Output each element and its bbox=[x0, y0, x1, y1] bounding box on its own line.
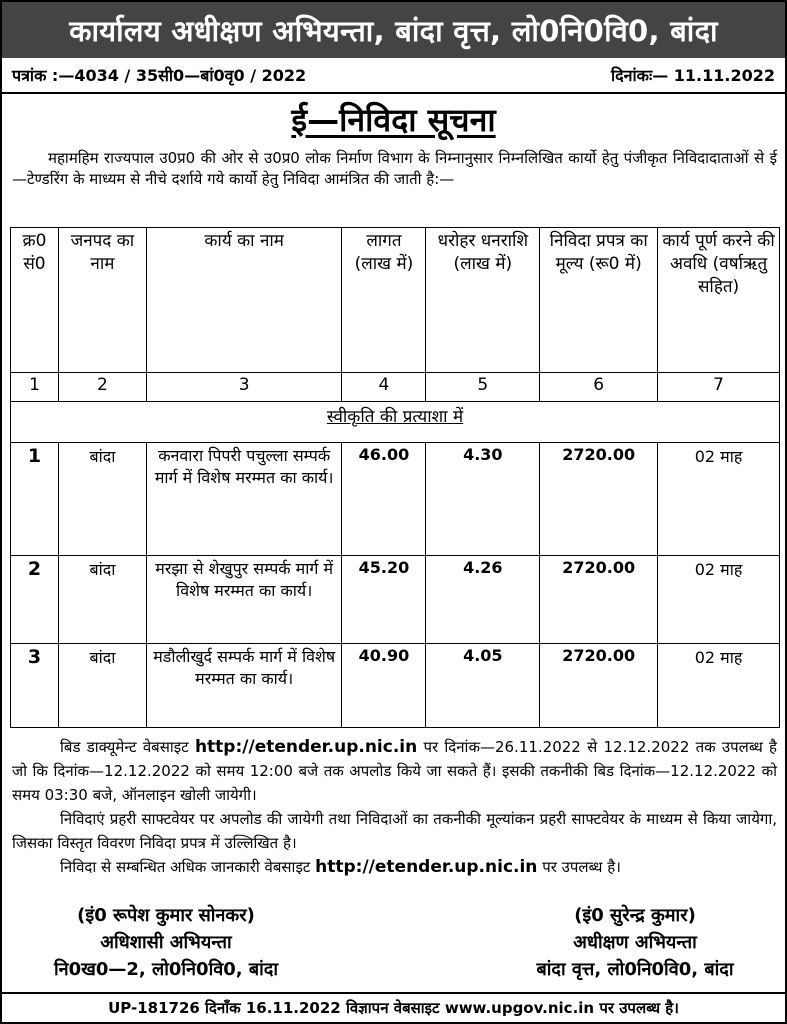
row-period: 02 माह bbox=[658, 644, 780, 728]
col-header-sno: क्र0 सं0 bbox=[11, 228, 59, 373]
row-work: मरझा से शेखुपुर सम्पर्क मार्ग में विशेष मरम्मत का कार्य। bbox=[146, 556, 342, 644]
row-cost: 40.90 bbox=[342, 644, 426, 728]
row-district: बांदा bbox=[58, 556, 146, 644]
row-district: बांदा bbox=[58, 644, 146, 728]
row-earnest: 4.05 bbox=[426, 644, 540, 728]
table-header-row bbox=[11, 228, 780, 373]
signatory-office: बांदा वृत्त, लो0नि0वि0, बांदा bbox=[536, 959, 734, 980]
row-earnest: 4.30 bbox=[426, 443, 540, 556]
row-form-price: 2720.00 bbox=[540, 443, 658, 556]
signatory-name: (इं0 सुरेन्द्र कुमार) bbox=[574, 905, 696, 926]
col-header-form-price: निविदा प्रपत्र का मूल्य (रू0 में) bbox=[540, 228, 658, 373]
etender-link[interactable]: http://etender.up.nic.in bbox=[194, 737, 418, 757]
advertisement-footer: UP-181726 दिनाँक 16.11.2022 विज्ञापन वेबसाइट www.upgov.nic.in पर उपलब्ध है। bbox=[108, 999, 679, 1017]
table-row bbox=[11, 644, 780, 728]
row-work: मडौलीखुर्द सम्पर्क मार्ग में विशेष मरम्मत का कार्य। bbox=[146, 644, 342, 728]
col-number: 3 bbox=[146, 373, 342, 402]
col-header-earnest: धरोहर धनराशि (लाख में) bbox=[426, 228, 540, 373]
row-sno: 3 bbox=[11, 644, 59, 728]
col-header-work: कार्य का नाम bbox=[146, 228, 342, 373]
row-work: कनवारा पिपरी पचुल्ला सम्पर्क मार्ग में विशेष मरम्मत का कार्य। bbox=[146, 443, 342, 556]
signatory-name: (इं0 रूपेश कुमार सोनकर) bbox=[77, 905, 255, 926]
row-form-price: 2720.00 bbox=[540, 556, 658, 644]
row-earnest: 4.26 bbox=[426, 556, 540, 644]
intro-paragraph: महामहिम राज्यपाल उ0प्र0 की ओर से उ0प्र0 लोक निर्माण विभाग के निम्नानुसार निम्नलिखित कार्यो हेतु पंजीकृत निविदादाताओं से ई—टेण्डरिंग के माध्यम से नीचे दर्शाये गये कार्यो हेतु निविदा आमंत्रित की जाती है:— bbox=[12, 149, 777, 188]
col-header-district: जनपद का नाम bbox=[58, 228, 146, 373]
more-info-paragraph: निविदा से सम्बन्धित अधिक जानकारी वेबसाइट http://etender.up.nic.in पर उपलब्ध है। bbox=[60, 857, 621, 877]
col-number: 2 bbox=[58, 373, 146, 402]
row-form-price: 2720.00 bbox=[540, 644, 658, 728]
signature-left bbox=[16, 902, 316, 983]
bid-availability-paragraph: बिड डाक्यूमेन्ट वेबसाइट http://etender.up.nic.in पर दिनांक—26.11.2022 से 12.12.2022 तक उपलब्ध है जो कि दिनांक—12.12.2022 को समय 12:00 बजे तक अपलोड किये जा सकते हैं। इसकी तकनीकी बिड दिनांक—12.12.2022 को समय 03:30 बजे, ऑनलाइन खोली जायेगी। bbox=[12, 737, 777, 804]
letter-date: दिनांकः— 11.11.2022 bbox=[611, 66, 775, 85]
signatory-designation: अधिशासी अभियन्ता bbox=[100, 932, 232, 953]
prahari-paragraph: निविदाएं प्रहरी साफ्टवेयर पर अपलोड की जायेगी तथा निविदाओं का तकनीकी मूल्यांकन प्रहरी साफ्टवेयर के माध्यम से किया जायेगा, जिसका विस्तृत विवरण निविदा प्रपत्र में उल्लिखित है। bbox=[12, 810, 777, 852]
section-label: स्वीकृति की प्रत्याशा में bbox=[11, 402, 780, 443]
row-period: 02 माह bbox=[658, 443, 780, 556]
col-header-cost: लागत (लाख में) bbox=[342, 228, 426, 373]
footer-paragraphs bbox=[12, 735, 777, 879]
col-header-period: कार्य पूर्ण करने की अवधि (वर्षाऋतु सहित) bbox=[658, 228, 780, 373]
upgov-link[interactable]: www.upgov.nic.in bbox=[444, 999, 595, 1017]
row-period: 02 माह bbox=[658, 556, 780, 644]
row-district: बांदा bbox=[58, 443, 146, 556]
signatory-office: नि0ख0—2, लो0नि0वि0, बांदा bbox=[53, 959, 279, 980]
notice-title: ई—निविदा सूचना bbox=[291, 101, 496, 139]
office-header: कार्यालय अधीक्षण अभियन्ता, बांदा वृत्त, लो0नि0वि0, बांदा bbox=[2, 2, 785, 58]
signature-right bbox=[490, 902, 780, 983]
col-number: 6 bbox=[540, 373, 658, 402]
row-cost: 45.20 bbox=[342, 556, 426, 644]
col-number: 7 bbox=[658, 373, 780, 402]
section-row bbox=[11, 402, 780, 443]
col-number: 5 bbox=[426, 373, 540, 402]
divider bbox=[2, 92, 785, 94]
col-number: 1 bbox=[11, 373, 59, 402]
etender-link[interactable]: http://etender.up.nic.in bbox=[315, 857, 538, 877]
row-sno: 1 bbox=[11, 443, 59, 556]
row-sno: 2 bbox=[11, 556, 59, 644]
table-row bbox=[11, 556, 780, 644]
signatory-designation: अधीक्षण अभियन्ता bbox=[573, 932, 697, 953]
row-cost: 46.00 bbox=[342, 443, 426, 556]
reference-line bbox=[12, 64, 775, 88]
tender-table bbox=[10, 227, 780, 728]
column-number-row bbox=[11, 373, 780, 402]
col-number: 4 bbox=[342, 373, 426, 402]
table-row bbox=[11, 443, 780, 556]
letter-number: पत्रांक :—4034 / 35सी0—बां0वृ0 / 2022 bbox=[12, 66, 307, 85]
